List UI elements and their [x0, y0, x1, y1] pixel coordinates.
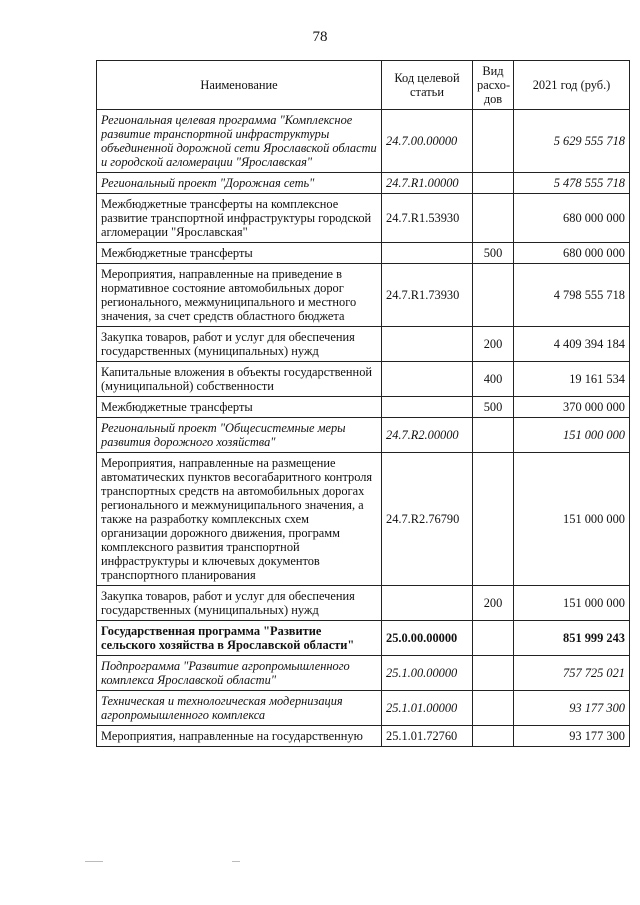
- cell-code: 24.7.R1.53930: [382, 194, 473, 243]
- cell-code: [382, 243, 473, 264]
- cell-amount: 370 000 000: [514, 397, 630, 418]
- header-code: Код целевой статьи: [382, 61, 473, 110]
- cell-code: [382, 362, 473, 397]
- cell-expense-type: [473, 173, 514, 194]
- cell-code: [382, 397, 473, 418]
- cell-code: 24.7.R1.73930: [382, 264, 473, 327]
- cell-expense-type: [473, 621, 514, 656]
- cell-amount: 680 000 000: [514, 194, 630, 243]
- cell-code: 24.7.R1.00000: [382, 173, 473, 194]
- cell-code: 25.1.01.00000: [382, 691, 473, 726]
- cell-name: Мероприятия, направленные на размещение автоматических пунктов весогабаритного контроля транспортных средств на автомобильных дорогах регионального и межмуниципального значения, а также на разработку комплексных схем организации дорожного движения, программ комплексного развития транспортной инфраструктуры и ключевых документов транспортного планирования: [97, 453, 382, 586]
- cell-amount: 93 177 300: [514, 691, 630, 726]
- table-row: [97, 586, 630, 621]
- table-row: [97, 691, 630, 726]
- cell-code: 25.1.01.72760: [382, 726, 473, 747]
- cell-name: Межбюджетные трансферты: [97, 243, 382, 264]
- cell-amount: 19 161 534: [514, 362, 630, 397]
- table-row: [97, 243, 630, 264]
- table-row: [97, 726, 630, 747]
- cell-expense-type: [473, 726, 514, 747]
- cell-amount: 151 000 000: [514, 586, 630, 621]
- table-row: [97, 397, 630, 418]
- table-row: [97, 173, 630, 194]
- cell-expense-type: [473, 418, 514, 453]
- table-row: [97, 418, 630, 453]
- cell-expense-type: 200: [473, 327, 514, 362]
- cell-expense-type: 200: [473, 586, 514, 621]
- cell-name: Региональный проект "Дорожная сеть": [97, 173, 382, 194]
- page-number: 78: [312, 29, 328, 45]
- cell-code: 24.7.00.00000: [382, 110, 473, 173]
- cell-amount: 757 725 021: [514, 656, 630, 691]
- cell-name: Подпрограмма "Развитие агропромышленного комплекса Ярославской области": [97, 656, 382, 691]
- table-header-row: [97, 61, 630, 110]
- cell-amount: 151 000 000: [514, 418, 630, 453]
- header-expense-type: Вид расхо-дов: [473, 61, 514, 110]
- scan-artifact-line: [232, 861, 240, 862]
- cell-amount: 151 000 000: [514, 453, 630, 586]
- cell-expense-type: 500: [473, 397, 514, 418]
- cell-name: Государственная программа "Развитие сельского хозяйства в Ярославской области": [97, 621, 382, 656]
- cell-code: 25.0.00.00000: [382, 621, 473, 656]
- cell-name: Капитальные вложения в объекты государственной (муниципальной) собственности: [97, 362, 382, 397]
- header-name: Наименование: [97, 61, 382, 110]
- cell-name: Региональный проект "Общесистемные меры развития дорожного хозяйства": [97, 418, 382, 453]
- cell-code: 24.7.R2.00000: [382, 418, 473, 453]
- cell-expense-type: [473, 110, 514, 173]
- header-amount: 2021 год (руб.): [514, 61, 630, 110]
- cell-expense-type: 400: [473, 362, 514, 397]
- table-row: [97, 264, 630, 327]
- budget-table: [96, 60, 630, 747]
- cell-expense-type: [473, 194, 514, 243]
- table-row: [97, 621, 630, 656]
- cell-name: Закупка товаров, работ и услуг для обеспечения государственных (муниципальных) нужд: [97, 327, 382, 362]
- cell-name: Закупка товаров, работ и услуг для обеспечения государственных (муниципальных) нужд: [97, 586, 382, 621]
- cell-amount: 93 177 300: [514, 726, 630, 747]
- cell-name: Межбюджетные трансферты на комплексное развитие транспортной инфраструктуры городской агломерации "Ярославская": [97, 194, 382, 243]
- cell-amount: 5 478 555 718: [514, 173, 630, 194]
- cell-name: Мероприятия, направленные на приведение в нормативное состояние автомобильных дорог регионального, межмуниципального и местного значения, за счет средств областного бюджета: [97, 264, 382, 327]
- scan-artifact-line: [85, 861, 103, 862]
- table-row: [97, 656, 630, 691]
- cell-amount: 851 999 243: [514, 621, 630, 656]
- cell-code: 25.1.00.00000: [382, 656, 473, 691]
- cell-amount: 5 629 555 718: [514, 110, 630, 173]
- cell-code: [382, 586, 473, 621]
- cell-amount: 4 409 394 184: [514, 327, 630, 362]
- cell-expense-type: [473, 453, 514, 586]
- cell-code: 24.7.R2.76790: [382, 453, 473, 586]
- table-row: [97, 327, 630, 362]
- cell-expense-type: 500: [473, 243, 514, 264]
- cell-expense-type: [473, 264, 514, 327]
- table-row: [97, 194, 630, 243]
- cell-name: Межбюджетные трансферты: [97, 397, 382, 418]
- cell-code: [382, 327, 473, 362]
- cell-name: Мероприятия, направленные на государственную: [97, 726, 382, 747]
- cell-expense-type: [473, 691, 514, 726]
- table-row: [97, 110, 630, 173]
- table-row: [97, 362, 630, 397]
- table-row: [97, 453, 630, 586]
- cell-expense-type: [473, 656, 514, 691]
- cell-amount: 4 798 555 718: [514, 264, 630, 327]
- cell-amount: 680 000 000: [514, 243, 630, 264]
- cell-name: Региональная целевая программа "Комплексное развитие транспортной инфраструктуры объединенной дорожной сети Ярославской области и городской агломерации "Ярославская": [97, 110, 382, 173]
- cell-name: Техническая и технологическая модернизация агропромышленного комплекса: [97, 691, 382, 726]
